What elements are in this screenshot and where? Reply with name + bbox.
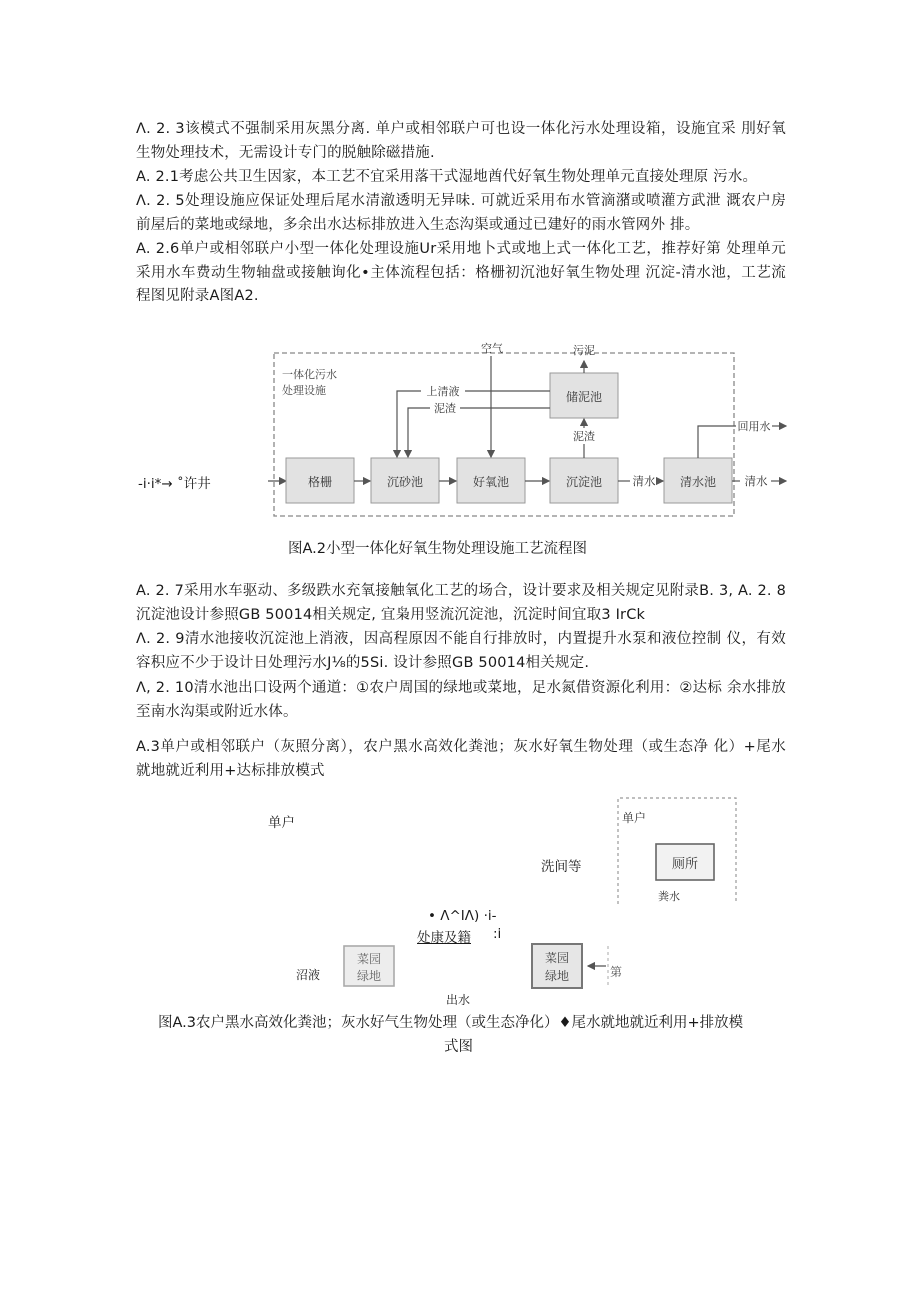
collect-label: 粪水	[658, 890, 680, 903]
settle-label: 沉淀池	[565, 475, 603, 489]
garden-right-2: 绿地	[544, 969, 570, 983]
grille-label: 格栅	[307, 475, 333, 489]
garden-right-1: 菜园	[544, 951, 570, 965]
paragraph-a210: Λ, 2. 10清水池出口设两个通道：①农户周国的绿地或菜地，足水氮借资源化利用：②达标 余水排放至南水沟渠或附近水体。	[136, 680, 786, 720]
outflow-label: 出水	[446, 993, 471, 1007]
clear-water-1: 清水	[632, 474, 656, 488]
paragraph-a26: A. 2.6单户或相邻联户小型一体化处理设施Ur采用地卜式或地上式一体化工艺，推荐好第 处理单元采用水车费动生物轴盘或接触询化•主体流程包括：格栅初沉池好氧生物处理 沉淀-清水池，工艺流程图见附录A图A2.	[136, 241, 786, 304]
sludge-out-label: 污泥	[573, 344, 595, 357]
frame-label-2: 处理设施	[282, 384, 326, 397]
paragraph-a23: Λ. 2. 3该模式不强制采用灰黑分离. 单户或相邻联户可也设一体化污水处理设箱，设施宜采 刖好氧生物处理技术，无需设计专门的脱触除磁措施.	[136, 121, 786, 161]
treat-label: 处康及籍	[417, 930, 471, 946]
figure-a3-caption-2: 式图	[444, 1039, 473, 1055]
frame-label-1: 一体化污水	[282, 368, 337, 381]
symbol-line: • Λ^IΛ) ·i-	[428, 908, 497, 924]
reuse-label: 回用水	[737, 420, 771, 433]
paragraph-a27: A. 2. 7采用水车驱动、多级跌水充氧接触氧化工艺的场合，设计要求及相关规定见附录B. 3, A. 2. 8沉淀池设计参照GB 50014相关规定, 宜枭用竖流沉淀池，沉淀时间宜取3 IrCk	[136, 583, 786, 623]
grit-label: 沉砂池	[386, 475, 424, 489]
paragraph-a25: Λ. 2. 5处理设施应保证处理后尾水清澈透明无异味. 可就近采用布水管滴潴或喷灌方武泄 溉农户房前屋后的菜地或绿地，多余出水达标排放进入生态沟渠或通过已建好的雨水管网外 排。	[136, 193, 786, 233]
aerobic-label: 好氧池	[472, 475, 510, 489]
mud-return-label: 泥渣	[434, 402, 456, 415]
storage-label: 储泥池	[565, 390, 603, 404]
inlet-label: -i·i*→ ˚许井	[138, 476, 211, 492]
garden-left-2: 绿地	[356, 969, 382, 983]
figure-a2-caption: 图A.2小型一体化好氧生物处理设施工艺流程图	[288, 541, 587, 557]
single-household-right: 单户	[622, 811, 647, 825]
paragraph-a29: Λ. 2. 9清水池接收沉淀池上消液，因高程原因不能自行排放时，内置提升水泵和液位控制 仪，有效容积应不少于设计日处理污水J⅛的5Si. 设计参照GB 50014相关规定.	[136, 631, 786, 671]
clear-water-2: 清水	[744, 474, 768, 488]
garden-box-left	[340, 942, 400, 990]
air-label: 空气	[481, 342, 503, 355]
partial-label: 第	[610, 965, 623, 979]
clear-tank-label: 清水池	[679, 475, 717, 489]
household-block	[610, 792, 740, 912]
treat-suffix: :i	[493, 926, 502, 942]
figure-a3-caption-1: 图A.3农户黑水高效化粪池；灰水好气生物处理（或生态净化）♦尾水就地就近利用+排放模	[158, 1015, 744, 1031]
sludge-down-label: 泥渣	[573, 430, 595, 443]
supernatant-label: 上清液	[426, 385, 460, 398]
digest-label: 沼液	[296, 968, 321, 982]
single-household-left: 单户	[268, 815, 295, 831]
garden-left-1: 菜园	[356, 952, 382, 966]
garden-box-right	[528, 940, 628, 994]
paragraph-a3: A.3单户或相邻联户（灰照分离），农户黑水高效化粪池；灰水好氧生物处理（或生态净 化）+尾水就地就近利用+达标排放模式	[136, 739, 786, 779]
toilet-label: 厕所	[671, 857, 699, 872]
wash-label: 洗间等	[541, 859, 582, 875]
paragraph-a21: A. 2.1考虑公共卫生因家，本工艺不宜采用落干式湿地酋代好氧生物处理单元直接处理原 污水。	[136, 169, 758, 185]
flow-diagram-a2	[268, 340, 790, 522]
